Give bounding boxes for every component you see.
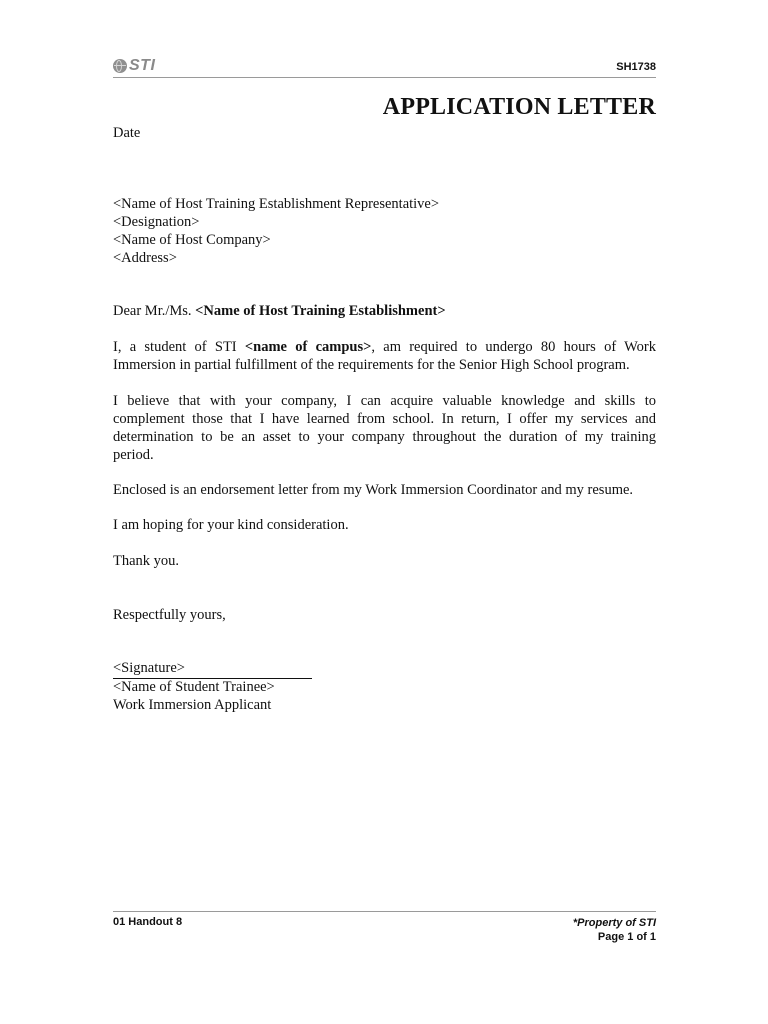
sti-logo bbox=[113, 55, 155, 77]
applicant-role: Work Immersion Applicant bbox=[113, 697, 272, 713]
salutation-prefix: Dear Mr./Ms. bbox=[113, 303, 196, 319]
campus-placeholder: <name of campus> bbox=[244, 339, 372, 355]
paragraph-5: Thank you. bbox=[113, 553, 180, 569]
paragraph-1-line-2: Immersion in partial fulfillment of the requirements for the Senior High School program. bbox=[113, 357, 630, 373]
globe-icon bbox=[113, 59, 127, 73]
date-label: Date bbox=[113, 125, 141, 141]
recipient-name: <Name of Host Training Establishment Representative> bbox=[113, 196, 440, 212]
property-notice: *Property of STI bbox=[572, 917, 656, 929]
page-header bbox=[113, 55, 656, 78]
logo-text: STI bbox=[129, 57, 156, 74]
salutation-name: <Name of Host Training Establishment> bbox=[195, 303, 446, 319]
salutation bbox=[113, 302, 446, 320]
recipient-company: <Name of Host Company> bbox=[113, 232, 271, 248]
recipient-designation: <Designation> bbox=[113, 214, 200, 230]
footer-right bbox=[573, 916, 656, 944]
paragraph-1-line-1 bbox=[113, 338, 656, 356]
paragraph-2-line-4: period. bbox=[113, 447, 154, 463]
p1-text-a: I, a student of STI bbox=[113, 339, 245, 355]
student-name: <Name of Student Trainee> bbox=[113, 679, 275, 695]
p1-text-b: , am required to undergo 80 hours of Work bbox=[371, 339, 656, 355]
page-footer bbox=[113, 911, 656, 943]
paragraph-2-line-2: complement those that I have learned from school. In return, I offer my services and bbox=[113, 411, 656, 427]
paragraph-2 bbox=[113, 392, 656, 464]
paragraph-4: I am hoping for your kind consideration. bbox=[113, 517, 349, 533]
closing: Respectfully yours, bbox=[113, 607, 226, 623]
paragraph-2-line-3: determination to be an asset to your company throughout the duration of my training bbox=[113, 429, 656, 445]
document-code: SH1738 bbox=[616, 61, 656, 73]
signature-placeholder: <Signature> bbox=[113, 660, 185, 676]
handout-number: 01 Handout 8 bbox=[113, 916, 183, 928]
paragraph-3: Enclosed is an endorsement letter from my Work Immersion Coordinator and my resume. bbox=[113, 482, 634, 498]
paragraph-1 bbox=[113, 338, 656, 374]
paragraph-2-line-1: I believe that with your company, I can acquire valuable knowledge and skills to bbox=[113, 393, 656, 409]
page-number: Page 1 of 1 bbox=[597, 931, 656, 943]
page-title: APPLICATION LETTER bbox=[382, 94, 656, 120]
recipient-address: <Address> bbox=[113, 250, 177, 266]
